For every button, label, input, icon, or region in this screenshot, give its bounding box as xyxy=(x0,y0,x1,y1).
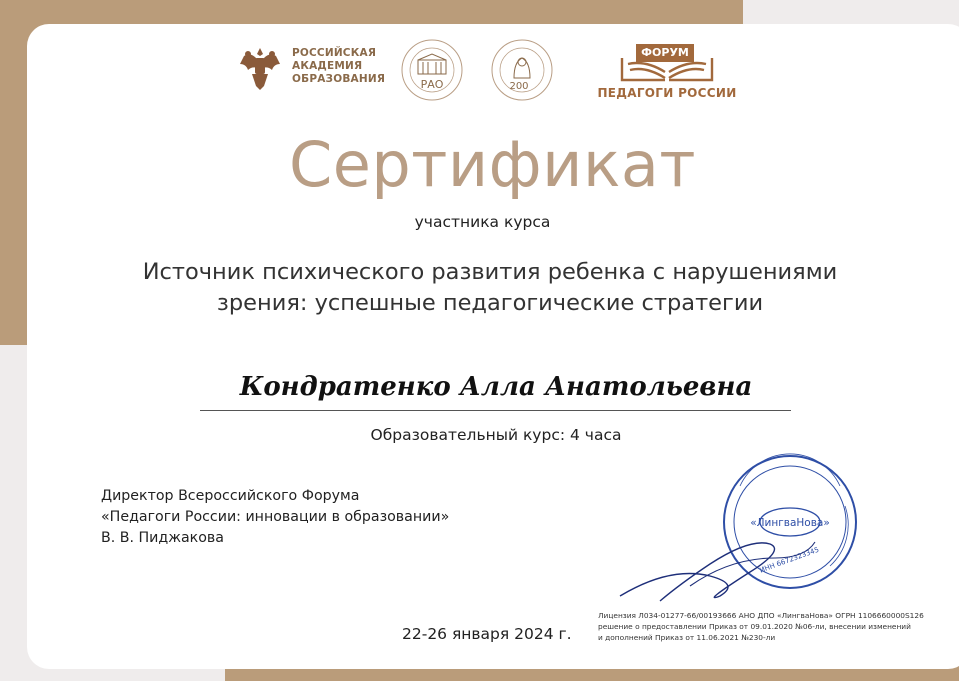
course-title xyxy=(80,257,900,319)
director-line: Директор Всероссийского Форума xyxy=(101,488,360,504)
certificate-subtitle: участника курса xyxy=(414,213,551,231)
ushinsky-portrait-seal-icon xyxy=(490,38,554,102)
rao-logo-line: АКАДЕМИЯ xyxy=(292,60,363,72)
name-underline xyxy=(200,410,791,411)
stamp-center-text: «ЛингваНова» xyxy=(750,517,830,529)
seal-rao-label: РАО xyxy=(420,78,444,91)
rao-logo-text xyxy=(292,47,402,86)
course-dates: 22-26 января 2024 г. xyxy=(402,625,572,643)
director-line: «Педагоги России: инновации в образовании» xyxy=(101,509,450,525)
course-title-line: Источник психического развития ребенка с нарушениями xyxy=(142,259,838,285)
seal-anniversary-label: 200 xyxy=(509,81,529,92)
license-line: Лицензия Л034-01277-66/00193666 АНО ДПО «ЛингваНова» ОГРН 1106660000S126 xyxy=(598,611,924,620)
rao-logo-line: ОБРАЗОВАНИЯ xyxy=(292,73,386,85)
rao-building-seal-icon xyxy=(400,38,464,102)
participant-name: Кондратенко Алла Анатольевна xyxy=(239,372,753,402)
license-block xyxy=(598,610,938,643)
license-line: решение о предоставлении Приказ от 09.01.2020 №06-ли, внесении изменений xyxy=(598,622,911,631)
certificate-title: Сертификат xyxy=(288,128,697,201)
forum-badge: ФОРУМ xyxy=(636,44,694,62)
forum-caption: ПЕДАГОГИ РОССИИ xyxy=(597,86,737,100)
director-line: В. В. Пиджакова xyxy=(101,530,224,546)
course-title-line: зрения: успешные педагогические стратегии xyxy=(216,290,764,316)
round-stamp-icon xyxy=(600,446,870,606)
stamp-inn-text: ИНН 6672323345 xyxy=(758,545,821,575)
director-block xyxy=(101,486,521,549)
license-line: и дополнений Приказ от 11.06.2021 №230-ли xyxy=(598,633,776,642)
rao-logo-line: РОССИЙСКАЯ xyxy=(292,47,377,59)
course-hours: Образовательный курс: 4 часа xyxy=(370,426,622,444)
double-headed-eagle-icon xyxy=(234,42,286,94)
